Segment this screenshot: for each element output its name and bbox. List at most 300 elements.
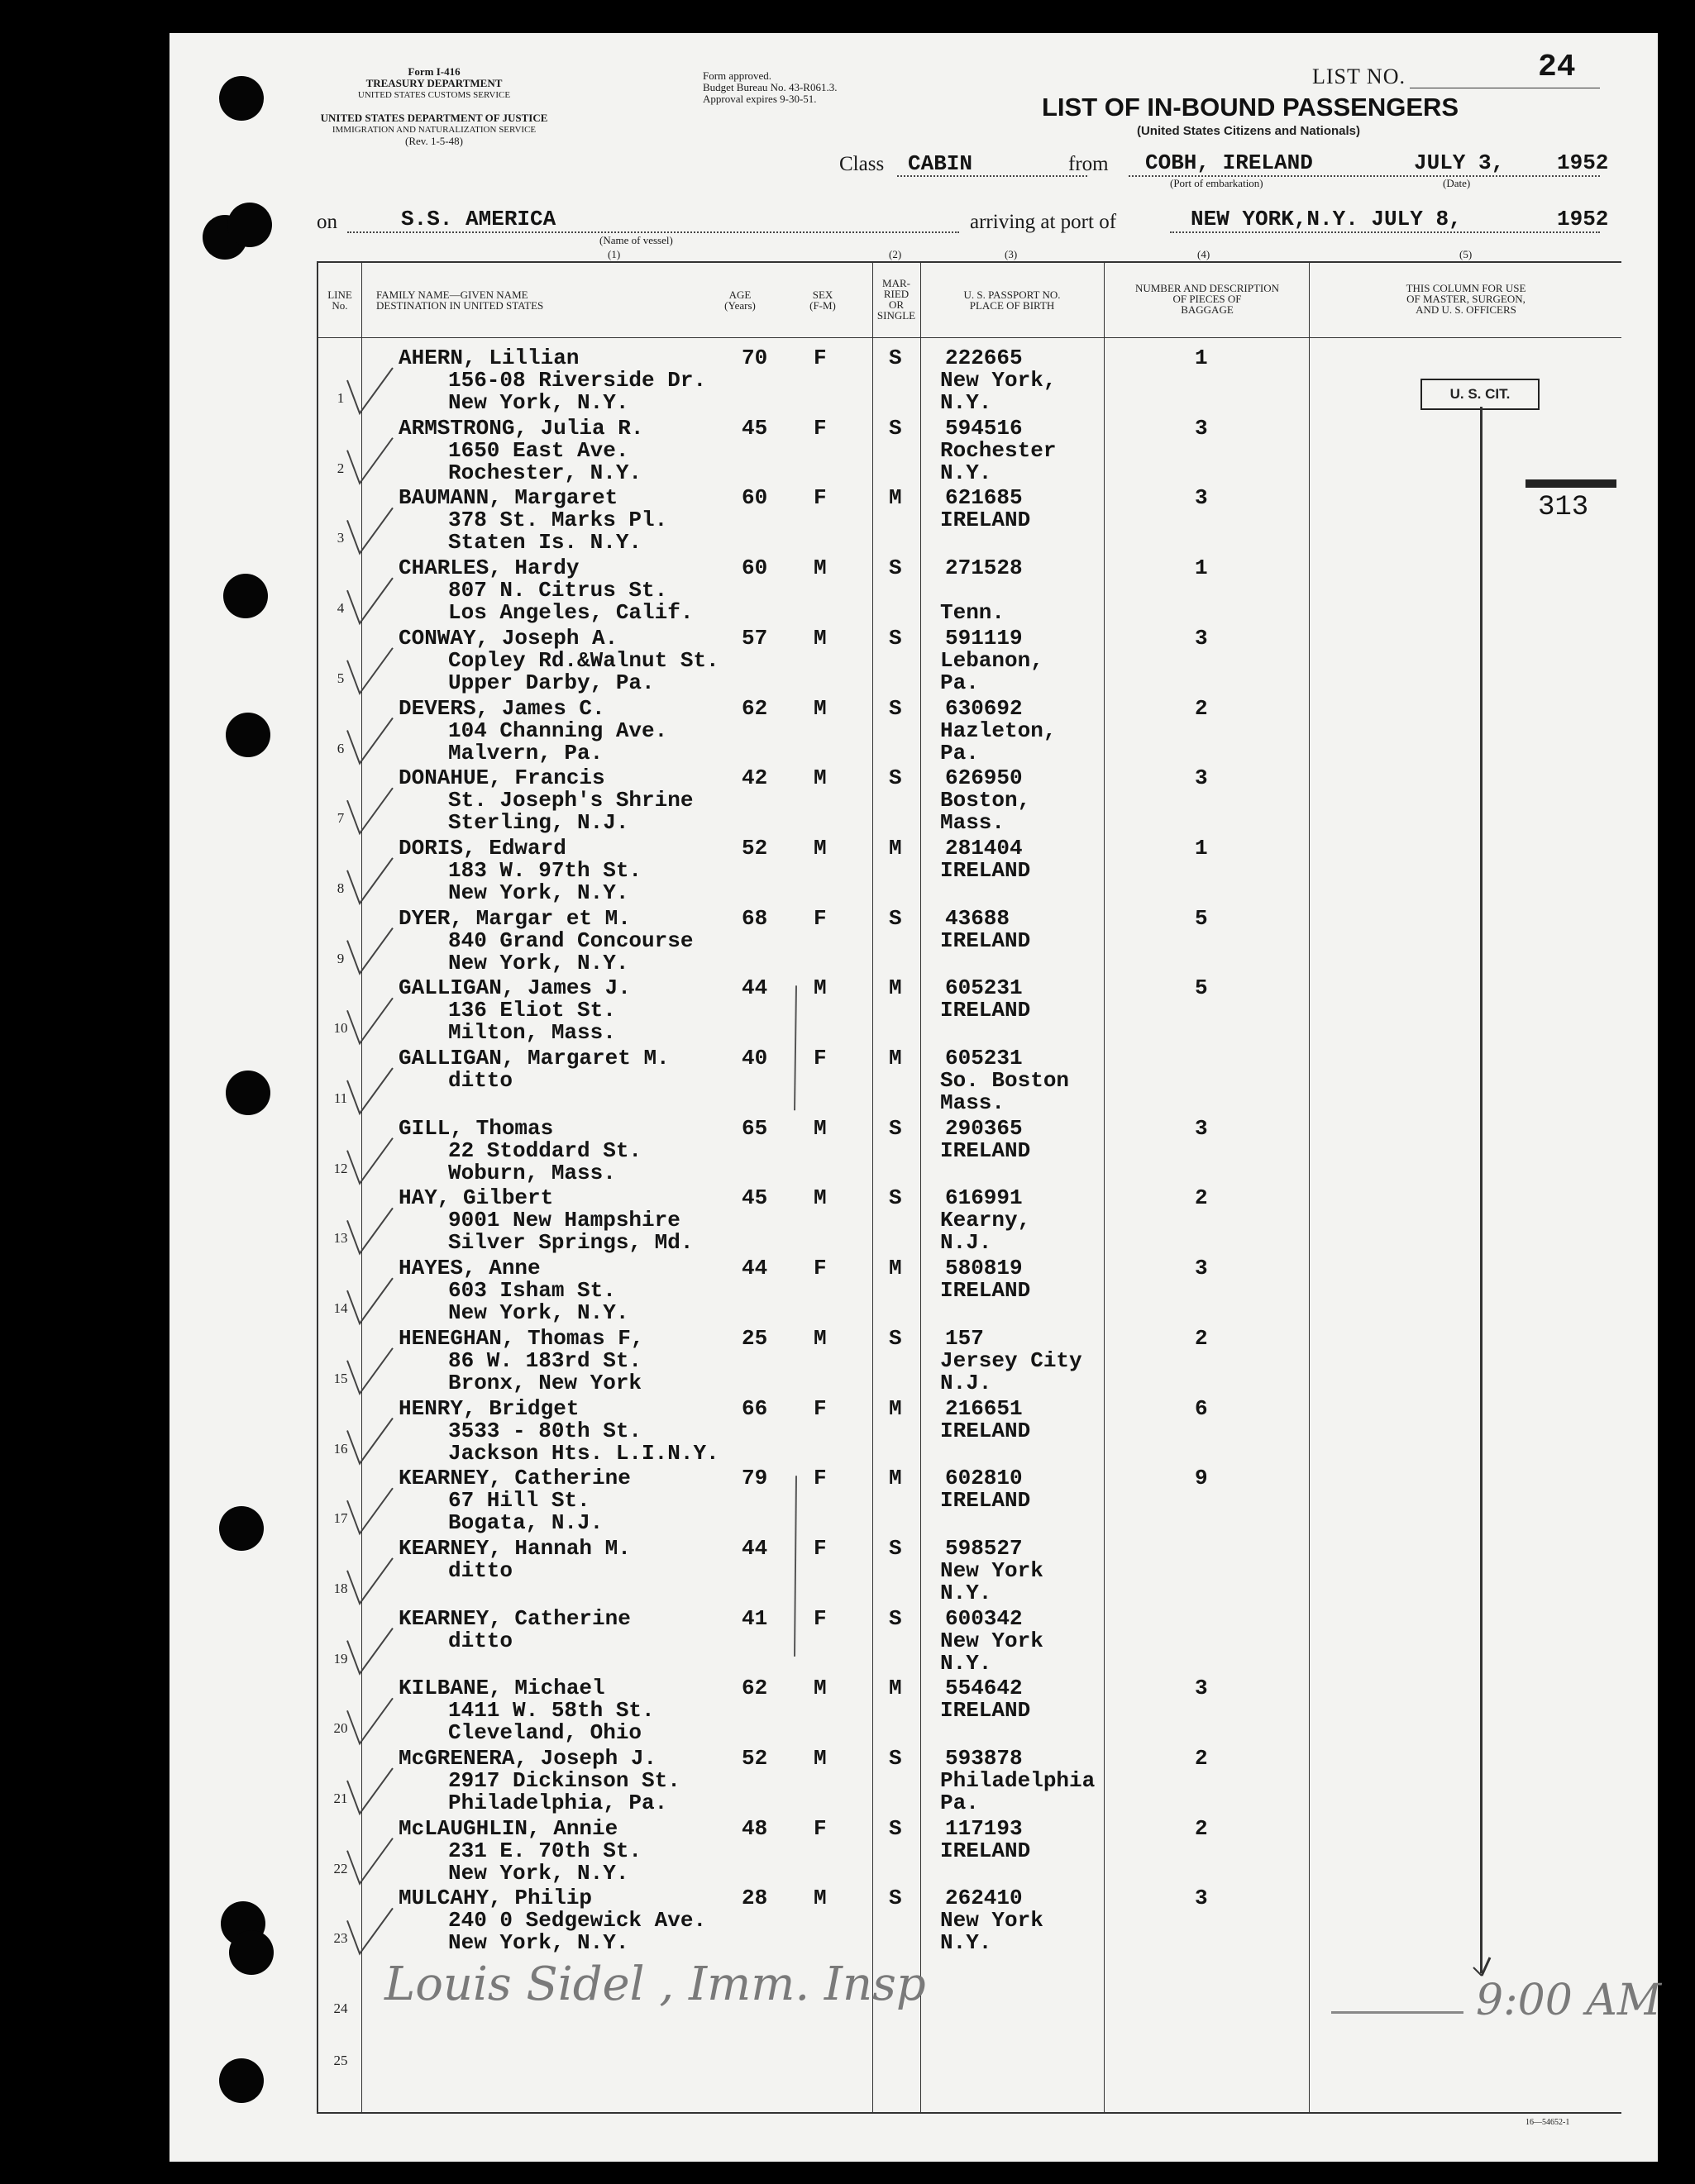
birthplace-state: N.Y. (940, 1580, 992, 1605)
sex: M (814, 695, 827, 721)
page-title: LIST OF IN-BOUND PASSENGERS (1042, 93, 1459, 122)
birthplace: New York (940, 1628, 1043, 1653)
passport-no: 594516 (945, 415, 1023, 441)
sex: F (814, 1256, 827, 1281)
line-number: 21 (333, 1791, 348, 1806)
header-officers: THIS COLUMN FOR USE OF MASTER, SURGEON, AND U. S. OFFICERS (1406, 282, 1526, 316)
sex: M (814, 556, 827, 581)
passenger-name: KEARNEY, Catherine (399, 1605, 631, 1631)
form-revision: (Rev. 1-5-48) (405, 135, 463, 147)
line-number: 18 (333, 1580, 348, 1596)
baggage-count: 3 (1195, 415, 1208, 441)
passenger-name: GALLIGAN, James J. (399, 975, 631, 1001)
baggage-count: 2 (1195, 695, 1208, 721)
address-line: 156-08 Riverside Dr. (448, 368, 707, 393)
sex: F (814, 1815, 827, 1841)
sex: F (814, 485, 827, 511)
birthplace: Philadelphia (940, 1768, 1096, 1793)
age: 25 (742, 1325, 768, 1351)
passport-no: 591119 (945, 625, 1023, 651)
marital-status: M (889, 975, 902, 1001)
sex: M (814, 625, 827, 651)
passenger-name: BAUMANN, Margaret (399, 485, 618, 511)
row-checkmark (347, 1419, 393, 1464)
passenger-name: GILL, Thomas (399, 1115, 554, 1141)
header-sex: SEX (F-M) (809, 288, 836, 312)
address-city: Bronx, New York (448, 1370, 642, 1395)
row-checkmark (347, 1138, 393, 1184)
baggage-count: 2 (1195, 1185, 1208, 1211)
birthplace-state: Pa. (940, 740, 979, 765)
row-checkmark (347, 368, 393, 413)
marital-status: S (889, 1325, 902, 1351)
age: 65 (742, 1115, 768, 1141)
passport-no: 605231 (945, 1046, 1023, 1071)
age: 41 (742, 1605, 768, 1631)
marital-status: S (889, 1115, 902, 1141)
address-city: Bogata, N.J. (448, 1510, 604, 1536)
row-checkmark (347, 508, 393, 553)
birthplace: IRELAND (940, 998, 1031, 1023)
manifest-page (170, 33, 1662, 2162)
approval-line-1: Form approved. (703, 69, 772, 82)
address-line: 3533 - 80th St. (448, 1418, 642, 1443)
address-city: New York, N.Y. (448, 880, 629, 905)
address-city: Jackson Hts. L.I.N.Y. (448, 1440, 719, 1466)
address-city: Sterling, N.J. (448, 810, 629, 836)
sex: M (814, 1746, 827, 1771)
line-number: 3 (337, 530, 345, 546)
birthplace: New York (940, 1557, 1043, 1583)
row-checkmark (347, 1488, 393, 1533)
line-number: 4 (337, 600, 345, 617)
form-number: Form I-416 (408, 65, 461, 78)
stamp-number: 313 (1538, 492, 1589, 523)
passenger-name: DONAHUE, Francis (399, 765, 605, 791)
marital-status: S (889, 695, 902, 721)
age: 52 (742, 835, 768, 861)
baggage-count: 2 (1195, 1325, 1208, 1351)
birthplace-state: Tenn. (940, 600, 1005, 626)
row-checkmark (347, 1838, 393, 1884)
birthplace-state: N.Y. (940, 1650, 992, 1676)
address-city: Cleveland, Ohio (448, 1720, 642, 1746)
address-line: 378 St. Marks Pl. (448, 508, 668, 533)
age: 28 (742, 1886, 768, 1911)
birthplace-state: N.Y. (940, 390, 992, 415)
date-caption: (Date) (1443, 177, 1471, 189)
line-number: 10 (333, 1020, 348, 1037)
passenger-name: ARMSTRONG, Julia R. (399, 415, 644, 441)
passport-no: 616991 (945, 1185, 1023, 1211)
age: 42 (742, 765, 768, 791)
address-line: 2917 Dickinson St. (448, 1768, 680, 1793)
age: 57 (742, 625, 768, 651)
passenger-name: HAY, Gilbert (399, 1185, 554, 1211)
marital-status: S (889, 346, 902, 370)
header-baggage: NUMBER AND DESCRIPTION OF PIECES OF BAGGAGE (1134, 282, 1280, 316)
birthplace: IRELAND (940, 508, 1031, 533)
family-bracket (795, 1476, 796, 1657)
birthplace: Rochester (940, 437, 1057, 463)
marital-status: M (889, 1676, 902, 1701)
birthplace: IRELAND (940, 1278, 1031, 1304)
marital-status: M (889, 1395, 902, 1421)
line-number: 23 (333, 1930, 348, 1947)
line-number: 12 (333, 1160, 348, 1176)
row-checkmark (347, 998, 393, 1043)
address-city: Milton, Mass. (448, 1020, 616, 1046)
baggage-count: 1 (1195, 835, 1208, 861)
address-line: ditto (448, 1068, 513, 1093)
passenger-name: HENRY, Bridget (399, 1395, 580, 1421)
birthplace: So. Boston (940, 1068, 1070, 1093)
passenger-name: McGRENERA, Joseph J. (399, 1746, 657, 1771)
marital-status: S (889, 1886, 902, 1911)
address-line: 240 0 Sedgewick Ave. (448, 1908, 707, 1934)
baggage-count: 2 (1195, 1746, 1208, 1771)
address-line: St. Joseph's Shrine (448, 788, 694, 813)
address-line: 603 Isham St. (448, 1278, 616, 1304)
address-line: 104 Channing Ave. (448, 718, 668, 743)
passport-no: 602810 (945, 1466, 1023, 1491)
address-city: Rochester, N.Y. (448, 460, 642, 485)
line-number: 5 (337, 670, 345, 686)
sex: F (814, 1605, 827, 1631)
age: 70 (742, 346, 768, 370)
passport-no: 216651 (945, 1395, 1023, 1421)
vessel-caption: (Name of vessel) (599, 234, 673, 246)
passport-no: 271528 (945, 556, 1023, 581)
baggage-count: 5 (1195, 905, 1208, 931)
age: 40 (742, 1046, 768, 1071)
age: 62 (742, 695, 768, 721)
address-city: New York, N.Y. (448, 1860, 629, 1886)
passenger-name: McLAUGHLIN, Annie (399, 1815, 618, 1841)
passport-no: 554642 (945, 1676, 1023, 1701)
marital-status: S (889, 1605, 902, 1631)
sex: M (814, 835, 827, 861)
line-number: 19 (333, 1650, 348, 1667)
row-checkmark (347, 1698, 393, 1743)
baggage-count: 3 (1195, 1676, 1208, 1701)
sex: M (814, 1886, 827, 1911)
row-checkmark (347, 1278, 393, 1323)
line-number: 17 (333, 1510, 348, 1527)
passport-no: 222665 (945, 346, 1023, 370)
header-name: FAMILY NAME—GIVEN NAME DESTINATION IN UNITED STATES (376, 288, 544, 312)
passport-no: 281404 (945, 835, 1023, 861)
marital-status: M (889, 835, 902, 861)
family-bracket (795, 985, 796, 1110)
address-city: Staten Is. N.Y. (448, 530, 642, 556)
header-line-no: LINE No. (327, 288, 352, 312)
address-line: 22 Stoddard St. (448, 1137, 642, 1163)
passenger-name: MULCAHY, Philip (399, 1886, 593, 1911)
sex: M (814, 765, 827, 791)
row-checkmark (347, 928, 393, 974)
age: 79 (742, 1466, 768, 1491)
marital-status: S (889, 905, 902, 931)
line-number: 15 (333, 1370, 348, 1386)
marital-status: S (889, 1815, 902, 1841)
row-checkmark (347, 1208, 393, 1253)
approval-line-2: Budget Bureau No. 43-R061.3. (703, 81, 838, 93)
sex: F (814, 1046, 827, 1071)
birthplace-state: N.J. (940, 1370, 992, 1395)
address-line: 67 Hill St. (448, 1488, 590, 1514)
birthplace: Jersey City (940, 1347, 1082, 1373)
baggage-count: 3 (1195, 1256, 1208, 1281)
dept-customs: UNITED STATES CUSTOMS SERVICE (357, 90, 511, 100)
departure-date: JULY 3, (1414, 150, 1505, 175)
signature-dash (1331, 2011, 1463, 2014)
address-line: 807 N. Citrus St. (448, 578, 668, 603)
marital-status: S (889, 1185, 902, 1211)
sex: F (814, 346, 827, 370)
passenger-name: DYER, Margar et M. (399, 905, 631, 931)
address-line: 86 W. 183rd St. (448, 1347, 642, 1373)
from-port: COBH, IRELAND (1145, 150, 1313, 175)
passport-no: 290365 (945, 1115, 1023, 1141)
passenger-name: AHERN, Lillian (399, 346, 580, 370)
vessel-name: S.S. AMERICA (401, 207, 556, 231)
header-married: MAR- RIED OR SINGLE (876, 277, 916, 322)
us-citizen-stamp: U. S. CIT. (1420, 379, 1540, 410)
age: 60 (742, 485, 768, 511)
passenger-name: KEARNEY, Catherine (399, 1466, 631, 1491)
birthplace-state: Mass. (940, 1090, 1005, 1115)
marital-status: S (889, 625, 902, 651)
address-line: 1650 East Ave. (448, 437, 629, 463)
inspector-signature: Louis Sidel , Imm. Insp (384, 1957, 926, 2011)
arrival-year: 1952 (1557, 207, 1609, 231)
arriving-label: arriving at port of (970, 211, 1117, 233)
marital-status: M (889, 1046, 902, 1071)
class-label: Class (839, 153, 885, 175)
baggage-count: 3 (1195, 625, 1208, 651)
line-number: 7 (337, 810, 345, 827)
line-number: 1 (337, 390, 345, 406)
line-number: 2 (337, 460, 345, 476)
row-checkmark (347, 1628, 393, 1674)
birthplace: New York (940, 1908, 1043, 1934)
passenger-name: CONWAY, Joseph A. (399, 625, 618, 651)
sex: F (814, 415, 827, 441)
address-line: 136 Eliot St. (448, 998, 616, 1023)
dept-treasury: TREASURY DEPARTMENT (365, 77, 503, 89)
dept-ins: IMMIGRATION AND NATURALIZATION SERVICE (332, 125, 537, 135)
birthplace-state: Pa. (940, 670, 979, 695)
baggage-count: 6 (1195, 1395, 1208, 1421)
age: 68 (742, 905, 768, 931)
birthplace-state: N.J. (940, 1230, 992, 1256)
baggage-count: 3 (1195, 765, 1208, 791)
sex: F (814, 1395, 827, 1421)
marital-status: S (889, 1535, 902, 1561)
passport-no: 157 (945, 1325, 984, 1351)
passport-no: 630692 (945, 695, 1023, 721)
address-line: ditto (448, 1557, 513, 1583)
baggage-count: 3 (1195, 1115, 1208, 1141)
birthplace: IRELAND (940, 1418, 1031, 1443)
address-line: 840 Grand Concourse (448, 927, 694, 953)
line-number: 20 (333, 1720, 348, 1737)
passport-no: 598527 (945, 1535, 1023, 1561)
col-num-1: (1) (608, 248, 621, 260)
sex: M (814, 975, 827, 1001)
line-number: 14 (333, 1300, 348, 1317)
stamp-bracket-line (1480, 407, 1483, 1973)
address-city: Woburn, Mass. (448, 1160, 616, 1185)
age: 44 (742, 1256, 768, 1281)
address-line: ditto (448, 1628, 513, 1653)
marital-status: M (889, 485, 902, 511)
passport-no: 43688 (945, 905, 1010, 931)
line-number: 8 (337, 880, 345, 896)
baggage-count: 9 (1195, 1466, 1208, 1491)
dept-justice: UNITED STATES DEPARTMENT OF JUSTICE (320, 112, 548, 124)
passport-no: 600342 (945, 1605, 1023, 1631)
class-value: CABIN (908, 151, 973, 176)
line-number: 16 (333, 1440, 348, 1457)
passenger-name: GALLIGAN, Margaret M. (399, 1046, 670, 1071)
passport-no: 262410 (945, 1886, 1023, 1911)
birthplace: Hazleton, (940, 718, 1057, 743)
address-line: 9001 New Hampshire (448, 1208, 680, 1233)
page-subtitle: (United States Citizens and Nationals) (1136, 124, 1361, 138)
age: 52 (742, 1746, 768, 1771)
marital-status: M (889, 1466, 902, 1491)
row-checkmark (347, 1558, 393, 1604)
baggage-count: 3 (1195, 1886, 1208, 1911)
age: 45 (742, 415, 768, 441)
sex: M (814, 1325, 827, 1351)
row-checkmark (347, 788, 393, 833)
address-line: 231 E. 70th St. (448, 1838, 642, 1863)
line-number: 25 (333, 2052, 348, 2068)
address-city: Philadelphia, Pa. (448, 1791, 668, 1815)
signature-time: 9:00 AM (1476, 1976, 1662, 2025)
birthplace: Kearny, (940, 1208, 1031, 1233)
row-checkmark (347, 718, 393, 764)
age: 66 (742, 1395, 768, 1421)
address-city: New York, N.Y. (448, 390, 629, 415)
col-num-2: (2) (889, 248, 902, 260)
marital-status: M (889, 1256, 902, 1281)
age: 62 (742, 1676, 768, 1701)
birthplace-state: N.Y. (940, 1930, 992, 1956)
row-checkmark (347, 578, 393, 623)
birthplace: IRELAND (940, 1698, 1031, 1724)
row-checkmark (347, 858, 393, 904)
sex: F (814, 1466, 827, 1491)
birthplace: IRELAND (940, 927, 1031, 953)
marital-status: S (889, 556, 902, 581)
address-city: New York, N.Y. (448, 1300, 629, 1326)
passenger-name: CHARLES, Hardy (399, 556, 580, 581)
birthplace: IRELAND (940, 857, 1031, 883)
line-number: 9 (337, 950, 345, 966)
birthplace: New York, (940, 368, 1057, 393)
row-checkmark (347, 1908, 393, 1953)
passenger-name: HENEGHAN, Thomas F, (399, 1325, 644, 1351)
line-number: 6 (337, 740, 345, 756)
address-city: New York, N.Y. (448, 1930, 629, 1956)
address-city: Los Angeles, Calif. (448, 600, 694, 626)
birthplace: IRELAND (940, 1838, 1031, 1863)
passport-no: 117193 (945, 1815, 1023, 1841)
sex: M (814, 1185, 827, 1211)
footer-code: 16—54652-1 (1526, 2118, 1570, 2127)
age: 60 (742, 556, 768, 581)
row-checkmark (347, 1768, 393, 1814)
baggage-count: 1 (1195, 556, 1208, 581)
marital-status: S (889, 415, 902, 441)
address-city: Malvern, Pa. (448, 740, 604, 765)
baggage-count: 5 (1195, 975, 1208, 1001)
port-caption: (Port of embarkation) (1170, 177, 1263, 189)
row-checkmark (347, 648, 393, 694)
address-city: Silver Springs, Md. (448, 1230, 694, 1256)
baggage-count: 3 (1195, 485, 1208, 511)
redaction-bar (1526, 479, 1616, 488)
row-checkmark (347, 438, 393, 484)
approval-line-3: Approval expires 9-30-51. (703, 93, 817, 105)
birthplace: IRELAND (940, 1488, 1031, 1514)
arrival-port-date: NEW YORK,N.Y. JULY 8, (1191, 207, 1462, 231)
address-city: Upper Darby, Pa. (448, 670, 655, 695)
passenger-name: KILBANE, Michael (399, 1676, 605, 1701)
row-checkmark (347, 1348, 393, 1394)
birthplace: Boston, (940, 788, 1031, 813)
age: 48 (742, 1815, 768, 1841)
address-city: New York, N.Y. (448, 950, 629, 975)
address-line: 1411 W. 58th St. (448, 1698, 655, 1724)
checkmark-annotations (170, 33, 1658, 2162)
passport-no: 593878 (945, 1746, 1023, 1771)
passenger-name: KEARNEY, Hannah M. (399, 1535, 631, 1561)
passport-no: 626950 (945, 765, 1023, 791)
address-line: 183 W. 97th St. (448, 857, 642, 883)
passenger-name: DORIS, Edward (399, 835, 566, 861)
passenger-name: DEVERS, James C. (399, 695, 605, 721)
baggage-count: 2 (1195, 1815, 1208, 1841)
baggage-count: 1 (1195, 346, 1208, 370)
from-label: from (1068, 153, 1109, 175)
passport-no: 605231 (945, 975, 1023, 1001)
departure-year: 1952 (1557, 150, 1609, 175)
sex: F (814, 905, 827, 931)
birthplace-state: Pa. (940, 1791, 979, 1815)
birthplace-state: Mass. (940, 810, 1005, 836)
header-passport: U. S. PASSPORT NO. PLACE OF BIRTH (963, 288, 1061, 312)
line-number: 11 (333, 1090, 348, 1106)
age: 44 (742, 975, 768, 1001)
birthplace-state: N.Y. (940, 460, 992, 485)
list-no-label: LIST NO. (1312, 64, 1406, 88)
header-age: AGE (Years) (724, 288, 756, 312)
col-num-5: (5) (1459, 248, 1473, 260)
sex: F (814, 1535, 827, 1561)
sex: M (814, 1115, 827, 1141)
line-number: 13 (333, 1230, 348, 1247)
line-number: 22 (333, 1860, 348, 1876)
passenger-name: HAYES, Anne (399, 1256, 541, 1281)
passport-no: 580819 (945, 1256, 1023, 1281)
on-label: on (317, 211, 337, 233)
address-line: Copley Rd.&Walnut St. (448, 647, 719, 673)
